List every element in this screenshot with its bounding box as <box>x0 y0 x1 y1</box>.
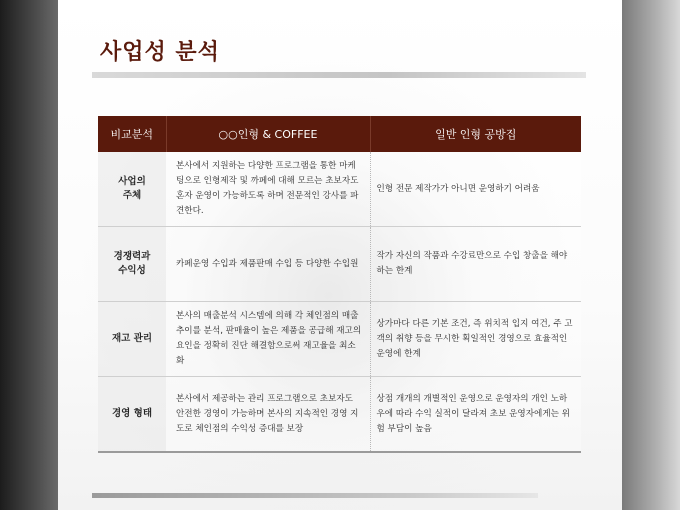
slide-title: 사업성 분석 <box>100 40 220 65</box>
header-comparison: 비교분석 <box>98 116 166 152</box>
general-cell: 인형 전문 제작가가 아니면 운영하기 어려움 <box>370 152 581 227</box>
row-label: 경쟁력과 수익성 <box>98 227 166 302</box>
title-divider <box>92 72 586 78</box>
row-label: 사업의 주체 <box>98 152 166 227</box>
franchise-cell: 본사에서 지원하는 다양한 프로그램을 통한 마케팅으로 인형제작 및 까페에 대해 모르는 초보자도 혼자 운영이 가능하도록 하며 전문적인 강사를 파견한다. <box>166 152 370 227</box>
row-label: 재고 관리 <box>98 302 166 377</box>
franchise-cell: 본사의 매출분석 시스템에 의해 각 체인점의 매출 추이를 분석, 판매율이 높은 제품을 공급해 재고의 요인을 정확히 진단 해결함으로써 재고율을 최소화 <box>166 302 370 377</box>
franchise-cell: 카페운영 수입과 제품판매 수입 등 다양한 수입원 <box>166 227 370 302</box>
row-label: 경영 형태 <box>98 377 166 453</box>
left-backdrop <box>0 0 58 510</box>
slide <box>58 0 622 510</box>
table-row <box>98 302 581 377</box>
right-backdrop <box>622 0 680 510</box>
franchise-cell: 본사에서 제공하는 관리 프로그램으로 초보자도 안전한 경영이 가능하며 본사의 지속적인 경영 지도로 체인점의 수익성 증대를 보장 <box>166 377 370 453</box>
comparison-table <box>98 116 581 453</box>
header-general: 일반 인형 공방집 <box>370 116 581 152</box>
table-row <box>98 152 581 227</box>
table-header-row <box>98 116 581 152</box>
table-row <box>98 377 581 453</box>
footer-divider <box>92 493 538 498</box>
general-cell: 상점 개개의 개별적인 운영으로 운영자의 개인 노하우에 따라 수익 실적이 달라져 초보 운영자에게는 위험 부담이 높음 <box>370 377 581 453</box>
general-cell: 작가 자신의 작품과 수강료만으로 수입 창출을 해야 하는 한계 <box>370 227 581 302</box>
general-cell: 상가마다 다른 기본 조건, 즉 위치적 입지 여건, 주 고객의 취향 등을 무시한 획일적인 경영으로 효율적인 운영에 한계 <box>370 302 581 377</box>
header-franchise: ○○인형 & COFFEE <box>166 116 370 152</box>
table-row <box>98 227 581 302</box>
